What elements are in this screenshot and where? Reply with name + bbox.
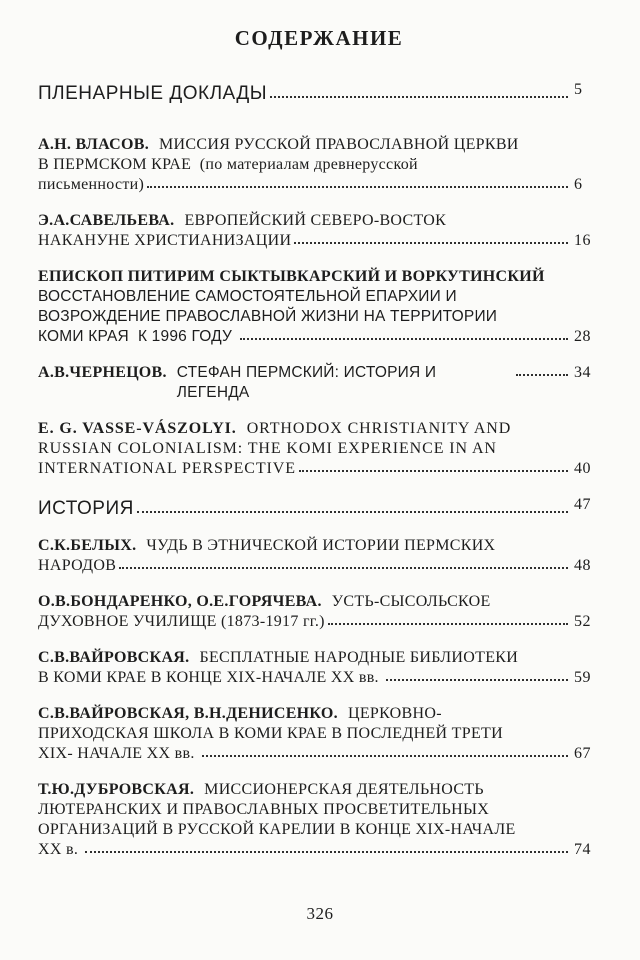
entry-title-end: НАРОДОВ <box>38 557 117 574</box>
dot-leader <box>240 338 568 340</box>
toc-entry <box>38 592 600 632</box>
page-footer-number: 326 <box>306 904 334 923</box>
entry-title-end: ДУХОВНОЕ УЧИЛИЩЕ (1873-1917 гг.) <box>38 613 325 630</box>
entry-page-number: 34 <box>574 364 591 381</box>
entry-title: БЕСПЛАТНЫЕ НАРОДНЫЕ БИБЛИОТЕКИ <box>199 649 519 666</box>
entry-title-continuation: В ПЕРМСКОМ КРАЕ (по материалам древнерусской <box>38 156 418 173</box>
entry-page-number: 28 <box>574 328 591 345</box>
toc-entry <box>38 267 600 347</box>
entry-title-continuation: RUSSIAN COLONIALISM: THE KOMI EXPERIENCE IN AN <box>38 440 497 457</box>
toc-entry <box>38 135 600 195</box>
entry-title: ЦЕРКОВНО- <box>347 705 442 722</box>
entry-authors: А.В.ЧЕРНЕЦОВ. <box>38 364 167 381</box>
entry-title: МИССИОНЕРСКАЯ ДЕЯТЕЛЬНОСТЬ <box>204 781 484 798</box>
page-title: СОДЕРЖАНИЕ <box>234 26 404 50</box>
entry-authors: О.В.БОНДАРЕНКО, О.Е.ГОРЯЧЕВА. <box>38 593 322 610</box>
entry-title-end: письменности) <box>38 176 145 193</box>
section-page-number: 5 <box>574 81 583 98</box>
dot-leader <box>386 679 568 681</box>
section-heading-history <box>38 497 600 522</box>
entry-page-number: 67 <box>574 745 591 762</box>
entry-title: МИССИЯ РУССКОЙ ПРАВОСЛАВНОЙ ЦЕРКВИ <box>159 136 519 153</box>
toc-entry <box>38 363 600 403</box>
entry-title-continuation: ЛЮТЕРАНСКИХ И ПРАВОСЛАВНЫХ ПРОСВЕТИТЕЛЬНЫХ <box>38 801 490 818</box>
toc-entry <box>38 780 600 860</box>
dot-leader <box>294 242 568 244</box>
entry-title-continuation: ОРГАНИЗАЦИЙ В РУССКОЙ КАРЕЛИИ В КОНЦЕ XIX-НАЧАЛЕ <box>38 821 516 838</box>
entry-page-number: 52 <box>574 613 591 630</box>
entry-authors: E. G. VASSE-VÁSZOLYI. <box>38 420 237 437</box>
section-heading-label: ИСТОРИЯ <box>38 498 134 519</box>
entry-authors: Т.Ю.ДУБРОВСКАЯ. <box>38 781 195 798</box>
entry-title: ORTHODOX CHRISTIANITY AND <box>246 420 512 437</box>
entry-page-number: 48 <box>574 557 591 574</box>
dot-leader <box>516 374 568 376</box>
dot-leader <box>299 470 568 472</box>
entry-title-end: В КОМИ КРАЕ В КОНЦЕ XIX-НАЧАЛЕ XX вв. <box>38 669 384 686</box>
entry-title-end: КОМИ КРАЯ К 1996 ГОДУ <box>38 328 237 345</box>
toc-entry <box>38 704 600 764</box>
section-page-number: 47 <box>574 496 591 513</box>
toc-entry <box>38 648 600 688</box>
entry-title-end: XX в. <box>38 841 83 858</box>
section-heading-label: ПЛЕНАРНЫЕ ДОКЛАДЫ <box>38 83 268 104</box>
dot-leader <box>119 567 568 569</box>
entry-authors: Э.А.САВЕЛЬЕВА. <box>38 212 175 229</box>
dot-leader <box>137 511 568 513</box>
dot-leader <box>85 851 568 853</box>
entry-title-end: XIX- НАЧАЛЕ XX вв. <box>38 745 199 762</box>
entry-authors: С.В.ВАЙРОВСКАЯ. <box>38 649 190 666</box>
entry-title-continuation: ПРИХОДСКАЯ ШКОЛА В КОМИ КРАЕ В ПОСЛЕДНЕЙ ТРЕТИ <box>38 725 503 742</box>
section-heading-plenary <box>38 82 600 107</box>
entry-page-number: 6 <box>574 176 583 193</box>
entry-page-number: 16 <box>574 232 591 249</box>
entry-authors: С.К.БЕЛЫХ. <box>38 537 137 554</box>
entry-title-end: НАКАНУНЕ ХРИСТИАНИЗАЦИИ <box>38 232 292 249</box>
entry-title: УСТЬ-СЫСОЛЬСКОЕ <box>331 593 491 610</box>
entry-authors: ЕПИСКОП ПИТИРИМ СЫКТЫВКАРСКИЙ И ВОРКУТИНСКИЙ <box>38 268 545 285</box>
entry-title: СТЕФАН ПЕРМСКИЙ: ИСТОРИЯ И ЛЕГЕНДА <box>176 364 441 401</box>
entry-title-continuation: ВОССТАНОВЛЕНИЕ САМОСТОЯТЕЛЬНОЙ ЕПАРХИИ И <box>38 288 457 305</box>
toc-entry <box>38 419 600 479</box>
entry-title-end: INTERNATIONAL PERSPECTIVE <box>38 460 296 477</box>
entry-authors: С.В.ВАЙРОВСКАЯ, В.Н.ДЕНИСЕНКО. <box>38 705 338 722</box>
toc-entry <box>38 211 600 251</box>
entry-title-continuation: ВОЗРОЖДЕНИЕ ПРАВОСЛАВНОЙ ЖИЗНИ НА ТЕРРИТОРИИ <box>38 308 498 325</box>
entry-page-number: 59 <box>574 669 591 686</box>
entry-page-number: 40 <box>574 460 591 477</box>
dot-leader <box>270 96 568 98</box>
dot-leader <box>147 186 568 188</box>
dot-leader <box>202 755 568 757</box>
toc-entry <box>38 536 600 576</box>
entry-title: ЧУДЬ В ЭТНИЧЕСКОЙ ИСТОРИИ ПЕРМСКИХ <box>146 537 496 554</box>
entry-page-number: 74 <box>574 841 591 858</box>
dot-leader <box>328 623 568 625</box>
entry-title: ЕВРОПЕЙСКИЙ СЕВЕРО-ВОСТОК <box>184 212 447 229</box>
entry-authors: А.Н. ВЛАСОВ. <box>38 136 150 153</box>
